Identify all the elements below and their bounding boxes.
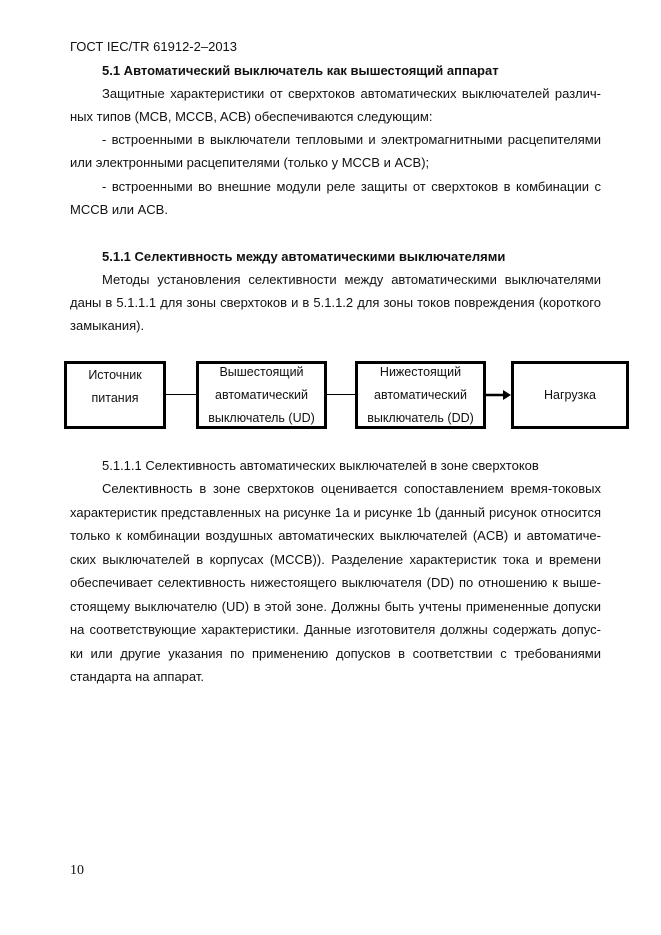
paragraph-line: на соответствующие характеристики. Данные изготовителя должны содержать допус- [70,622,601,637]
page-number: 10 [70,863,84,878]
box-label: питания [91,391,139,405]
box-label: автоматический [374,387,467,402]
paragraph-line: только к комбинации воздушных автоматических выключателей (ACB) и автоматиче- [70,528,601,543]
paragraph-line: ных типов (MCB, MCCB, ACB) обеспечиваются следующим: [70,109,433,124]
document-header: ГОСТ IEC/TR 61912-2–2013 [70,39,238,54]
load-box [511,361,629,429]
paragraph-line: Защитные характеристики от сверхтоков автоматических выключателей различ- [102,86,601,101]
paragraph-line: MCCB или ACB. [70,202,168,217]
paragraph-line: - встроенными во внешние модули реле защиты от сверхтоков в комбинации с [102,179,601,194]
section-5-1-1-title: 5.1.1 Селективность между автоматическими выключателями [102,249,506,264]
paragraph-line: ских выключателей в корпусах (MCCB)). Разделение характеристик тока и времени [70,552,601,567]
paragraph-line: Методы установления селективности между автоматическими выключателями [102,272,601,287]
box-label: выключатель (DD) [367,410,474,425]
box-label: Нижестоящий [379,364,462,379]
paragraph-line: характеристик представленных на рисунке 1a и рисунке 1b (данный рисунок относится [70,505,601,520]
box-label: Нагрузка [543,387,597,402]
upstream-breaker-box [196,361,327,429]
downstream-breaker-box [355,361,486,429]
box-label: Источник [88,368,142,382]
box-label: Вышестоящий [219,364,304,379]
paragraph-line: ки или другие указания по применению допусков в соответствии с требованиями [70,646,601,661]
box-label: автоматический [215,387,308,402]
section-5-1-title: 5.1 Автоматический выключатель как вышестоящий аппарат [102,63,499,78]
connector-line [327,394,355,395]
paragraph-line: Селективность в зоне сверхтоков оценивается сопоставлением время-токовых [102,481,601,496]
arrow-icon [486,389,512,401]
paragraph-line: стоящему выключателю (UD) в этой зоне. Должны быть учтены примененные допуски [70,599,601,614]
paragraph-line: обеспечивает селективность нижестоящего выключателя (DD) по отношению к выше- [70,575,601,590]
paragraph-line: замыкания). [70,318,145,333]
paragraph-line: - встроенными в выключатели тепловыми и электромагнитными расцепителями [102,132,601,147]
section-5-1-1-1-title: 5.1.1.1 Селективность автоматических выключателей в зоне сверхтоков [102,458,539,473]
paragraph-line: или электронными расцепителями (только у MCCB и ACB); [70,155,430,170]
power-source-box [64,361,166,429]
box-label: выключатель (UD) [208,410,315,425]
paragraph-line: даны в 5.1.1.1 для зоны сверхтоков и в 5.1.1.2 для зоны токов повреждения (короткого [70,295,601,310]
paragraph-line: стандарта на аппарат. [70,669,204,684]
connector-line [166,394,196,395]
